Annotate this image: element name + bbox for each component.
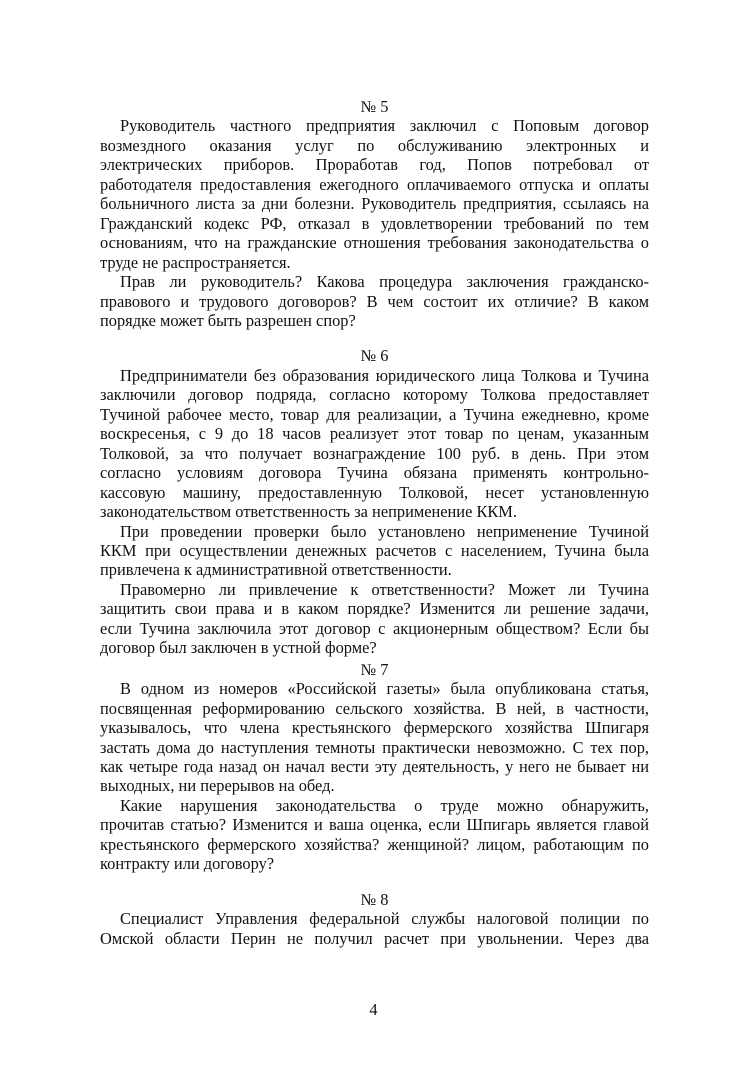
text-line: порядке может быть разрешен спор? xyxy=(100,310,356,330)
text-line: выходных, ни перерывов на обед. xyxy=(100,776,335,796)
text-line: больничного листа за дни болезни. Руководитель предприятия, ссылаясь на xyxy=(100,194,649,214)
text-line: Гражданский кодекс РФ, отказал в удовлетворении требований по тем xyxy=(100,213,649,233)
problem-section xyxy=(100,97,649,330)
text-line: если Тучина заключила этот договор с акционерным обществом? Если бы xyxy=(100,618,649,638)
problem-section xyxy=(100,660,649,874)
text-line: воскресенья, с 9 до 18 часов реализует этот товар по ценам, указанным xyxy=(100,424,649,444)
paragraph xyxy=(100,116,649,272)
text-line: Правомерно ли привлечение к ответственности? Может ли Тучина xyxy=(120,579,649,599)
text-line: указывалось, что члена крестьянского фермерского хозяйства Шпигаря xyxy=(100,718,649,738)
text-line: Специалист Управления федеральной службы налоговой полиции по xyxy=(120,909,649,929)
text-line: возмездного оказания услуг по обслуживанию электронных и xyxy=(100,135,649,155)
problem-number-heading: № 5 xyxy=(360,97,389,116)
page-number: 4 xyxy=(369,1000,378,1019)
text-line: труде не распространяется. xyxy=(100,252,291,272)
text-line: законодательством ответственность за неприменение ККМ. xyxy=(100,502,517,522)
text-line: Омской области Перин не получил расчет при увольнении. Через два xyxy=(100,928,649,948)
text-line: При проведении проверки было установлено неприменение Тучиной xyxy=(120,521,649,541)
problem-number-heading: № 6 xyxy=(360,346,389,366)
paragraph xyxy=(100,679,649,796)
text-line: прочитав статью? Изменится и ваша оценка, если Шпигарь является главой xyxy=(100,815,649,835)
text-line: привлечена к административной ответственности. xyxy=(100,560,452,580)
text-line: Предприниматели без образования юридического лица Толкова и Тучина xyxy=(120,365,649,385)
text-line: защитить свои права и в каком порядке? Изменится ли решение задачи, xyxy=(100,599,649,619)
document-page xyxy=(100,97,649,948)
text-line: контракту или договору? xyxy=(100,854,275,874)
text-line: электрических приборов. Проработав год, Попов потребовал от xyxy=(100,155,649,175)
problem-number-heading: № 8 xyxy=(360,889,389,909)
paragraph xyxy=(100,909,649,948)
text-line: посвященная реформированию сельского хозяйства. В ней, в частности, xyxy=(100,698,649,718)
problem-number-heading: № 7 xyxy=(360,659,389,679)
paragraph xyxy=(100,580,649,658)
text-line: крестьянского фермерского хозяйства? женщиной? лицом, работающим по xyxy=(100,834,649,854)
text-line: согласно условиям договора Тучина обязана применять контрольно- xyxy=(100,463,649,483)
paragraph xyxy=(100,796,649,874)
text-line: кассовую машину, предоставленную Толковой, несет установленную xyxy=(100,482,649,502)
text-line: Толковой, за что получает вознаграждение 100 руб. в день. При этом xyxy=(100,443,649,463)
text-line: Тучиной рабочее место, товар для реализации, а Тучина ежедневно, кроме xyxy=(100,404,649,424)
text-line: ККМ при осуществлении денежных расчетов с населением, Тучина была xyxy=(100,540,649,560)
paragraph xyxy=(100,522,649,580)
paragraph xyxy=(100,366,649,522)
text-line: Руководитель частного предприятия заключил с Поповым договор xyxy=(120,116,649,136)
problem-section xyxy=(100,346,649,657)
text-line: правового и трудового договоров? В чем состоит их отличие? В каком xyxy=(100,291,649,311)
problem-section xyxy=(100,890,649,948)
text-line: основаниям, что на гражданские отношения требования законодательства о xyxy=(100,233,649,253)
text-line: договор был заключен в устной форме? xyxy=(100,638,377,658)
text-line: Какие нарушения законодательства о труде можно обнаружить, xyxy=(120,795,649,815)
text-line: застать дома до наступления темноты практически невозможно. С тех пор, xyxy=(100,737,649,757)
paragraph xyxy=(100,272,649,330)
text-line: В одном из номеров «Российской газеты» была опубликована статья, xyxy=(120,679,649,699)
text-line: как четыре года назад он начал вести эту деятельность, у него не бывает ни xyxy=(100,756,649,776)
text-line: работодателя предоставления ежегодного оплачиваемого отпуска и оплаты xyxy=(100,174,649,194)
text-line: Прав ли руководитель? Какова процедура заключения гражданско- xyxy=(120,272,649,292)
text-line: заключили договор подряда, согласно которому Толкова предоставляет xyxy=(100,385,649,405)
